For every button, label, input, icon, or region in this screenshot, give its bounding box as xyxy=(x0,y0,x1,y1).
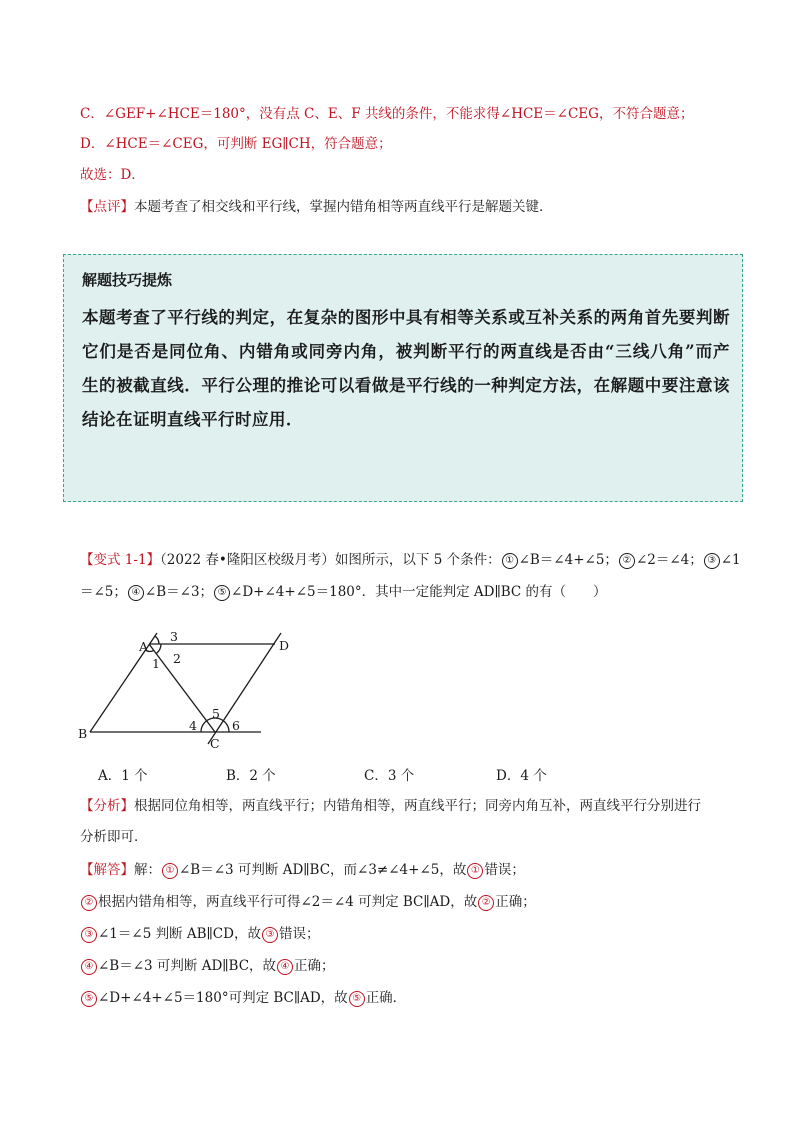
point-d: D xyxy=(279,638,290,653)
answer-line-4: ④ ∠B＝∠3 可判断 AD∥BC，故 ④ 正确； xyxy=(80,956,335,976)
tip-box xyxy=(63,254,743,502)
arc-angle-3 xyxy=(155,636,159,644)
option-d-line: D．∠HCE＝∠CEG，可判断 EG∥CH，符合题意； xyxy=(80,136,392,152)
angle-label-6: 6 xyxy=(232,718,240,733)
angle-label-3: 3 xyxy=(170,629,178,644)
problem-line-2: ＝∠5； ④ ∠B＝∠3； ⑤ ∠D+∠4+∠5＝180°．其中一定能判定 AD∥BC 的有（ ） xyxy=(80,584,607,600)
tip-text: 本题考查了平行线的判定，在复杂的图形中具有相等关系或互补关系的两角首先要判断它们是否是同位角、内错角或同旁内角，被判断平行的两直线是否由“三线八角”而产生的被截直线．平行公理的推论可以看做是平行线的一种判定方法，在解题中要注意该结论在证明直线平行时应用． xyxy=(82,308,730,429)
analysis-line-1: 【分析】根据同位角相等，两直线平行；内错角相等，两直线平行；同旁内角互补，两直线平行分别进行 xyxy=(80,798,701,814)
analysis-line-2: 分析即可． xyxy=(80,829,148,845)
answer-line-1: 【解答】解： ① ∠B＝∠3 可判断 AD∥BC，而∠3≠∠4+∠5，故 ① 错误； xyxy=(80,862,525,878)
geometry-figure xyxy=(75,620,315,760)
point-b: B xyxy=(78,726,88,741)
angle-label-1: 1 xyxy=(152,656,160,671)
answer-line-5: ⑤ ∠D+∠4+∠5＝180°可判定 BC∥AD，故 ⑤ 正确． xyxy=(80,988,406,1008)
problem-tag: 【变式 1-1】 xyxy=(80,552,161,568)
angle-label-2: 2 xyxy=(173,651,181,666)
point-c: C xyxy=(210,736,220,751)
angle-label-4: 4 xyxy=(189,718,197,733)
angle-label-5: 5 xyxy=(212,706,220,721)
answer-line-2: ② 根据内错角相等，两直线平行可得∠2＝∠4 可判定 BC∥AD，故 ② 正确； xyxy=(80,892,536,912)
option-a: A．1 个 xyxy=(98,768,148,784)
comment-line: 【点评】本题考查了相交线和平行线，掌握内错角相等两直线平行是解题关键． xyxy=(80,199,553,215)
option-c-line: C．∠GEF+∠HCE＝180°，没有点 C、E、F 共线的条件，不能求得∠HCE＝∠CEG，不符合题意； xyxy=(80,106,694,122)
option-b: B．2 个 xyxy=(226,768,276,784)
arc-angle-2 xyxy=(156,644,161,654)
tip-title: 解题技巧提炼 xyxy=(82,271,173,289)
point-a: A xyxy=(139,639,149,654)
comment-tag: 【点评】 xyxy=(80,199,134,215)
analysis-tag: 【分析】 xyxy=(80,798,134,814)
answer-line-3: ③ ∠1＝∠5 判断 AB∥CD，故 ③ 错误； xyxy=(80,924,319,944)
choose-line: 故选：D． xyxy=(80,167,145,183)
option-d: D．4 个 xyxy=(496,768,547,784)
segment-cd xyxy=(208,633,281,744)
option-c: C．3 个 xyxy=(364,768,415,784)
answer-tag: 【解答】 xyxy=(80,862,134,878)
problem-line-1: 【变式 1-1】（2022 春•隆阳区校级月考）如图所示，以下 5 个条件： ① ∠B＝∠4+∠5； ② ∠2＝∠4； ③ ∠1 xyxy=(80,552,741,568)
